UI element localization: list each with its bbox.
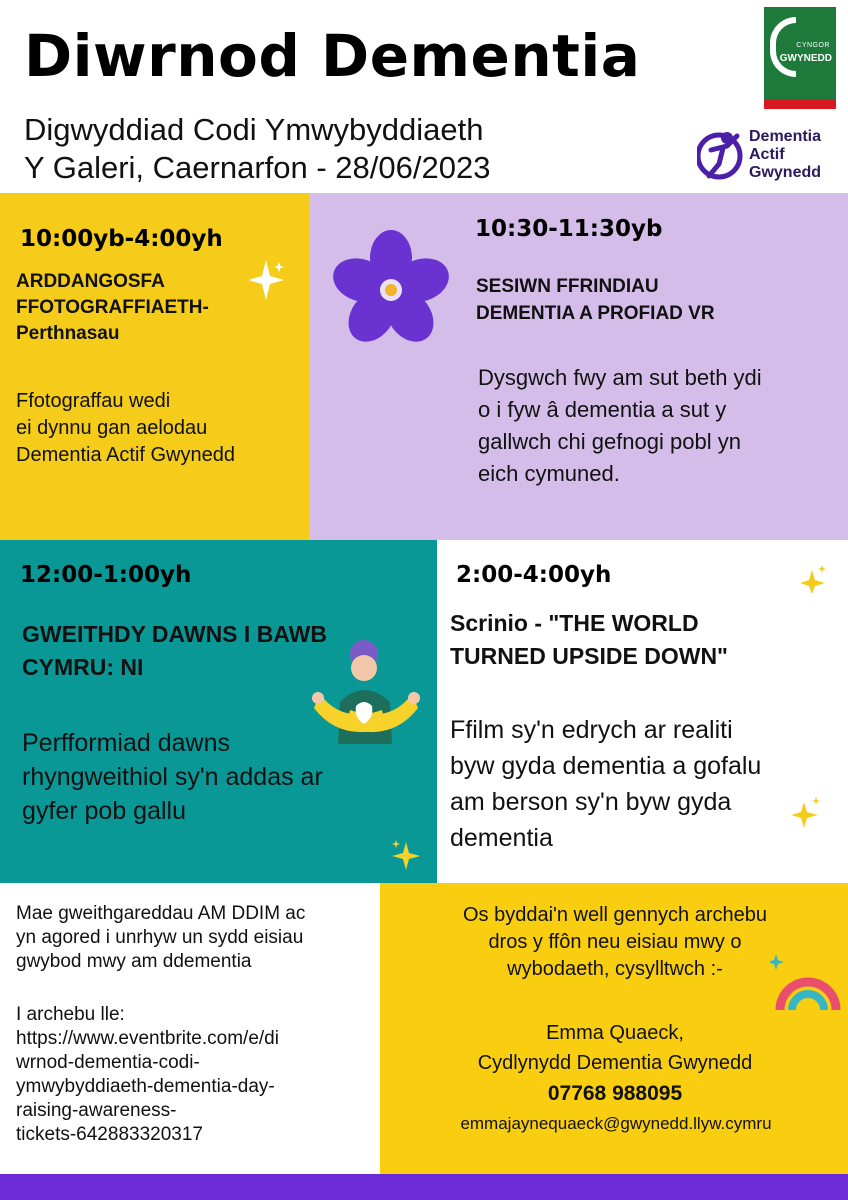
contact-phone[interactable]: 07768 988095 (547, 1082, 683, 1105)
sparkle-icon (246, 258, 286, 302)
session-description-line: rhyngweithiol sy'n addas ar (22, 763, 323, 791)
session-heading-line: GWEITHDY DAWNS I BAWB (22, 621, 327, 647)
session-heading-line: Scrinio - "THE WORLD (450, 610, 699, 636)
contact-intro (400, 902, 830, 983)
session-description-line: byw gyda dementia a gofalu (450, 752, 762, 780)
session-description-line: ei dynnu gan aelodau (16, 417, 208, 439)
event-venue-date: Y Galeri, Caernarfon - 28/06/2023 (24, 150, 491, 185)
info-line: gwybod mwy am ddementia (16, 951, 252, 972)
booking-link-line[interactable]: tickets-642883320317 (16, 1124, 203, 1145)
session-description-line: am berson sy'n byw gyda (450, 788, 732, 816)
session-description-line: dementia (450, 824, 553, 852)
session-heading-line: TURNED UPSIDE DOWN" (450, 643, 728, 669)
booking-link[interactable] (16, 1027, 361, 1147)
contact-role: Cydlynydd Dementia Gwynedd (477, 1052, 753, 1074)
info-line: Mae gweithgareddau AM DDIM ac (16, 903, 306, 924)
session-heading-line: Perthnasau (16, 323, 120, 344)
booking-link-line[interactable]: raising-awareness- (16, 1100, 177, 1121)
session-description (450, 712, 840, 856)
session-heading (476, 273, 836, 327)
logo-g-shape (770, 17, 796, 77)
logo-line-gwynedd: Gwynedd (749, 164, 822, 181)
contact-intro-line: wybodaeth, cysylltwch :- (507, 958, 723, 980)
session-heading-line: DEMENTIA A PROFIAD VR (476, 303, 715, 324)
session-time: 10:30-11:30yb (475, 216, 663, 242)
sparkle-icon (390, 838, 422, 874)
sparkle-icon (798, 564, 828, 596)
session-description-line: Perfformiad dawns (22, 729, 230, 757)
logo-gwynedd-text: GWYNEDD (779, 53, 832, 64)
dementia-actif-figure-icon (697, 124, 747, 184)
session-description-line: Ffilm sy'n edrych ar realiti (450, 716, 733, 744)
logo-line-dementia: Dementia (749, 128, 822, 145)
logo-cyngor-text: CYNGOR (796, 42, 830, 49)
contact-name: Emma Quaeck, (546, 1022, 684, 1044)
event-subtitle: Digwyddiad Codi Ymwybyddiaeth (24, 112, 484, 147)
rainbow-icon (770, 950, 842, 1012)
session-description (16, 388, 306, 469)
session-heading-line: ARDDANGOSFA (16, 271, 165, 292)
contact-intro-line: dros y ffôn neu eisiau mwy o (488, 931, 742, 953)
logo-line-actif: Actif (749, 146, 785, 163)
sparkle-icon (790, 796, 822, 830)
contact-email[interactable]: emmajaynequaeck@gwynedd.llyw.cymru (460, 1114, 772, 1133)
dementia-actif-logo (697, 124, 837, 188)
session-heading-line: SESIWN FFRINDIAU (476, 276, 659, 297)
booking-label: I archebu lle: (16, 1004, 125, 1025)
session-description-line: gallwch chi gefnogi pobl yn (478, 429, 741, 454)
session-description (22, 726, 402, 828)
booking-link-line[interactable]: wrnod-dementia-codi- (16, 1052, 200, 1073)
free-activities-text (16, 902, 376, 974)
session-description-line: eich cymuned. (478, 461, 620, 486)
session-description-line: Ffotograffau wedi (16, 390, 171, 412)
contact-intro-line: Os byddai'n well gennych archebu (462, 904, 767, 926)
session-description-line: Dysgwch fwy am sut beth ydi (478, 365, 762, 390)
session-description-line: o i fyw â dementia a sut y (478, 397, 727, 422)
logo-red-bar (764, 100, 836, 109)
session-heading-line: FFOTOGRAFFIAETH- (16, 297, 209, 318)
session-description-line: Dementia Actif Gwynedd (16, 444, 235, 466)
session-time: 10:00yb-4:00yh (20, 226, 223, 252)
info-line: yn agored i unrhyw un sydd eisiau (16, 927, 304, 948)
session-time: 2:00-4:00yh (456, 562, 612, 588)
session-time: 12:00-1:00yh (20, 562, 192, 588)
session-description-line: gyfer pob gallu (22, 797, 187, 825)
session-heading-line: CYMRU: NI (22, 654, 144, 680)
booking-link-line[interactable]: https://www.eventbrite.com/e/di (16, 1028, 279, 1049)
footer-bar (0, 1174, 848, 1200)
booking-link-line[interactable]: ymwybyddiaeth-dementia-day- (16, 1076, 275, 1097)
forget-me-not-flower-icon (330, 228, 452, 346)
cyngor-gwynedd-logo (764, 7, 836, 109)
page-title: Diwrnod Dementia (24, 22, 641, 90)
session-heading (450, 607, 840, 673)
session-description (478, 362, 828, 490)
